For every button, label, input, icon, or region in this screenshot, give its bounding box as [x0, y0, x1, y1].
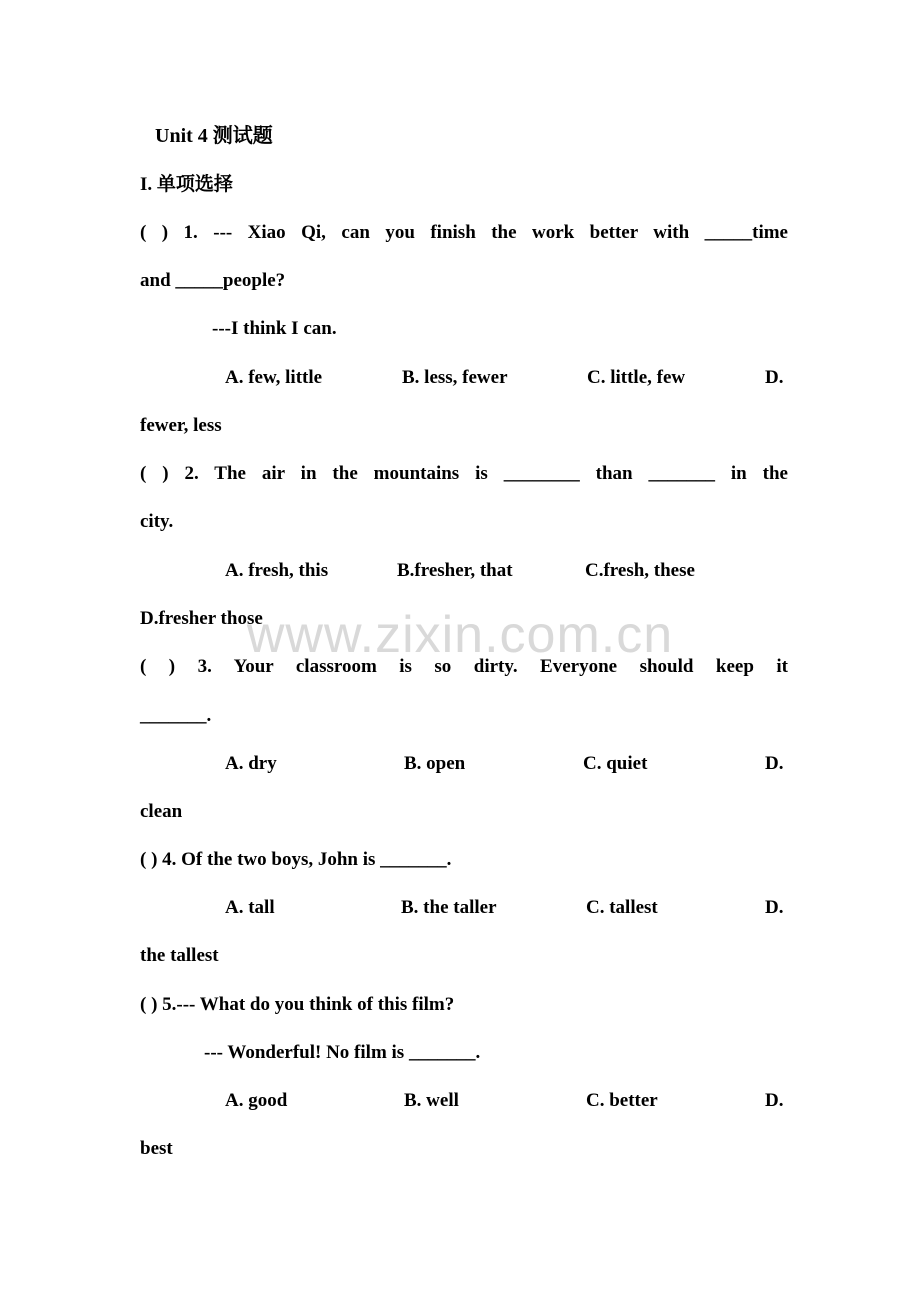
- question-4-option-d-text: the tallest: [140, 945, 219, 966]
- option-c: C. better: [586, 1090, 658, 1111]
- watermark: www.zixin.com.cn: [246, 606, 674, 664]
- question-1-option-d-text: fewer, less: [140, 415, 222, 436]
- question-2-stem-cont: city.: [140, 511, 174, 532]
- option-c: C. tallest: [586, 897, 658, 918]
- question-5-stem: ( ) 5.--- What do you think of this film?: [140, 994, 455, 1015]
- question-2-stem: ( ) 2. The air in the mountains is ________ than _______ in the: [140, 463, 788, 484]
- option-d: D.: [765, 897, 784, 918]
- question-3-stem: ( ) 3. Your classroom is so dirty. Everyone should keep it: [140, 656, 788, 677]
- option-c: C.fresh, these: [585, 560, 695, 581]
- option-a: A. good: [225, 1090, 288, 1111]
- option-a: A. tall: [225, 897, 275, 918]
- option-b: B. well: [404, 1090, 459, 1111]
- option-a: A. few, little: [225, 367, 323, 388]
- option-b: B. open: [404, 753, 466, 774]
- section-heading: I. 单项选择: [140, 174, 233, 195]
- option-b: B.fresher, that: [397, 560, 513, 581]
- question-1-stem: ( ) 1. --- Xiao Qi, can you finish the work better with _____time: [140, 222, 788, 243]
- question-1-answer: ---I think I can.: [212, 318, 337, 339]
- option-b: B. less, fewer: [402, 367, 508, 388]
- option-d: D.: [765, 753, 784, 774]
- question-3-blank: _______.: [140, 705, 212, 726]
- option-a: A. fresh, this: [225, 560, 329, 581]
- option-d: D.: [765, 367, 784, 388]
- question-3-option-d-text: clean: [140, 801, 183, 822]
- option-a: A. dry: [225, 753, 277, 774]
- question-1-stem-cont: and _____people?: [140, 270, 286, 291]
- question-5-option-d-text: best: [140, 1138, 173, 1159]
- option-b: B. the taller: [401, 897, 497, 918]
- option-c: C. little, few: [587, 367, 686, 388]
- page-title: Unit 4 测试题: [155, 125, 273, 147]
- question-2-option-d: D.fresher those: [140, 608, 263, 629]
- question-5-answer: --- Wonderful! No film is _______.: [204, 1042, 481, 1063]
- option-c: C. quiet: [583, 753, 648, 774]
- question-4-stem: ( ) 4. Of the two boys, John is _______.: [140, 849, 452, 870]
- option-d: D.: [765, 1090, 784, 1111]
